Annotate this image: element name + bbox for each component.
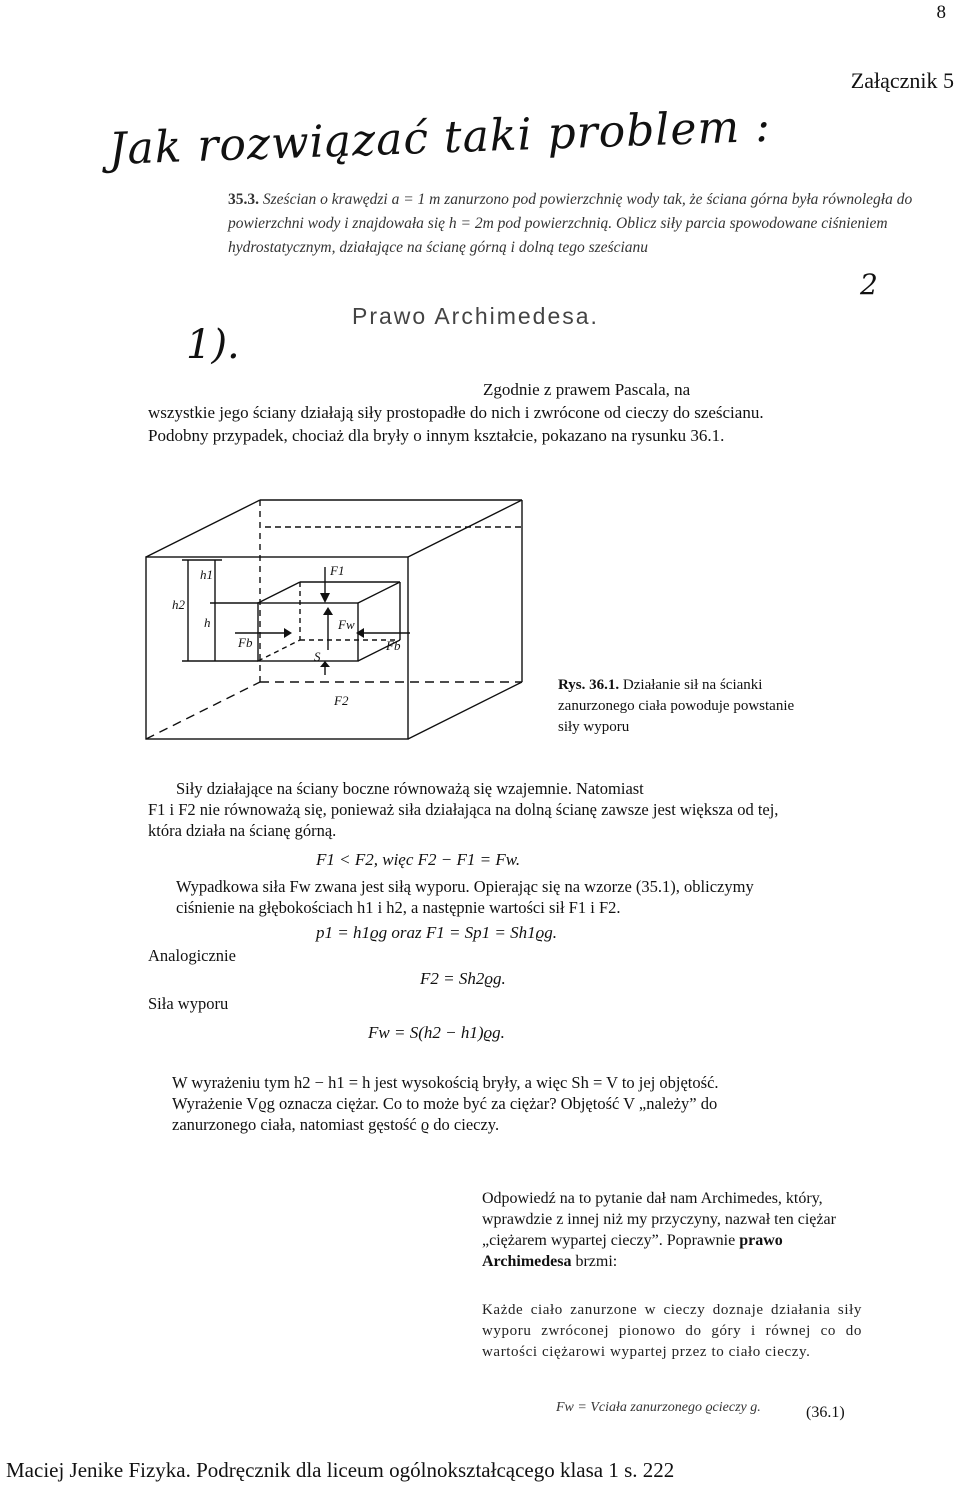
block-front-face [258, 603, 358, 661]
label-Fb-right: Fb [386, 638, 401, 653]
tank-edge-tr [408, 500, 522, 557]
figure-caption [558, 675, 798, 738]
derivation-text-a: Siły działające na ściany boczne równoważą się wzajemnie. Natomiast [176, 779, 644, 798]
archimedes-answer [482, 1188, 854, 1272]
caption-text: Działanie sił na ścianki zanurzonego ciała powoduje powstanie siły wyporu [558, 677, 795, 735]
label-F2: F2 [334, 693, 349, 708]
caption-label: Rys. 36.1. [558, 677, 620, 693]
buoyancy-diagram [140, 495, 540, 745]
equation-4: Fw = S(h2 − h1)ϱg. [368, 1023, 505, 1042]
archimedes-formula: Fw = Vciała zanurzonego ϱcieczy g. [556, 1400, 761, 1415]
equation-number: (36.1) [806, 1404, 845, 1421]
annex-label: Załącznik 5 [850, 68, 954, 93]
problem-statement [228, 188, 958, 260]
answer-text-a: Odpowiedź na to pytanie dał nam Archimedes, który, wprawdzie z innej niż my przyczyny, nazwał ten ciężar „ciężarem wypartej cieczy”. Poprawnie [482, 1190, 836, 1249]
problem-text: Sześcian o krawędzi a = 1 m zanurzono pod powierzchnię wody tak, że ściana górna była równoległa do powierzchni wody i znajdowała się h = 2m pod powierzchnią. Oblicz siły parcia spowodowane ciśnieniem hydrostatycznym, działające na ścianę górną i dolną tego sześcianu [228, 191, 913, 256]
label-F1: F1 [330, 563, 345, 578]
handwritten-mark-2: 2 [860, 268, 878, 301]
derivation [148, 778, 798, 1043]
label-h: h [204, 615, 211, 630]
block-hidden-diagonal [258, 640, 300, 661]
equation-3: F2 = Sh2ϱg. [420, 969, 506, 988]
answer-bold: prawo Archimedesa [482, 1232, 783, 1270]
equation-2: p1 = h1ϱg oraz F1 = Sp1 = Sh1ϱg. [316, 923, 558, 942]
label-Fb-left: Fb [238, 635, 253, 650]
label-Fw: Fw [338, 617, 355, 632]
buoyancy-label: Siła wyporu [148, 994, 229, 1013]
page-number: 8 [936, 2, 946, 23]
block-edge-tr [358, 582, 400, 603]
paragraph-pascal-line1: Zgodnie z prawem Pascala, na [483, 380, 691, 399]
block-edge-tl [258, 582, 300, 603]
tank-edge-tl [146, 500, 260, 557]
footer-citation: Maciej Jenike Fizyka. Podręcznik dla liceum ogólnokształcącego klasa 1 s. 222 [6, 1458, 675, 1482]
label-h2: h2 [172, 597, 185, 612]
handwritten-mark-1: 1). [186, 322, 240, 368]
analog-label: Analogicznie [148, 946, 236, 965]
problem-number: 35.3. [228, 191, 259, 208]
label-h1: h1 [200, 567, 213, 582]
paragraph-pascal-rest: wszystkie jego ściany działają siły prostopadłe do nich i zwrócone od cieczy do sześcianu. Podobny przypadek, chociaż dla bryły o innym kształcie, pokazano na rysunku 36.1. [148, 403, 764, 445]
handwritten-title: Jak rozwiązać taki problem : [108, 100, 772, 175]
section-title: Prawo Archimedesa. [352, 303, 599, 329]
label-S: S [314, 649, 321, 664]
tank-front-face [146, 557, 408, 739]
volume-paragraph: W wyrażeniu tym h2 − h1 = h jest wysokością bryły, a więc Sh = V to jej objętość. Wyrażenie Vϱg oznacza ciężar. Co to może być za ciężar? Objętość V „należy” do zanurzonego ciała, natomiast gęstość ϱ do cieczy. [172, 1073, 719, 1134]
derivation-text-c: Wypadkowa siła Fw zwana jest siłą wyporu. Opierając się na wzorze (35.1), obliczymy ciśnienie na głębokościach h1 i h2, a następnie wartości sił F1 i F2. [176, 877, 754, 917]
equation-1: F1 < F2, więc F2 − F1 = Fw. [316, 850, 521, 869]
answer-text-b: brzmi: [571, 1253, 618, 1270]
paragraph-pascal [148, 378, 788, 447]
derivation-text-b: F1 i F2 nie równoważą się, ponieważ siła działająca na dolną ścianę zawsze jest większa od tej, która działa na ścianę górną. [148, 800, 779, 840]
tank-edge-br [408, 682, 522, 739]
archimedes-law-statement: Każde ciało zanurzone w cieczy doznaje działania siły wyporu zwróconej pionowo do góry i równej co do wartości ciężarowi wypartej przez to ciało cieczy. [482, 1302, 862, 1360]
tank-edge-bl-hidden [146, 682, 260, 739]
